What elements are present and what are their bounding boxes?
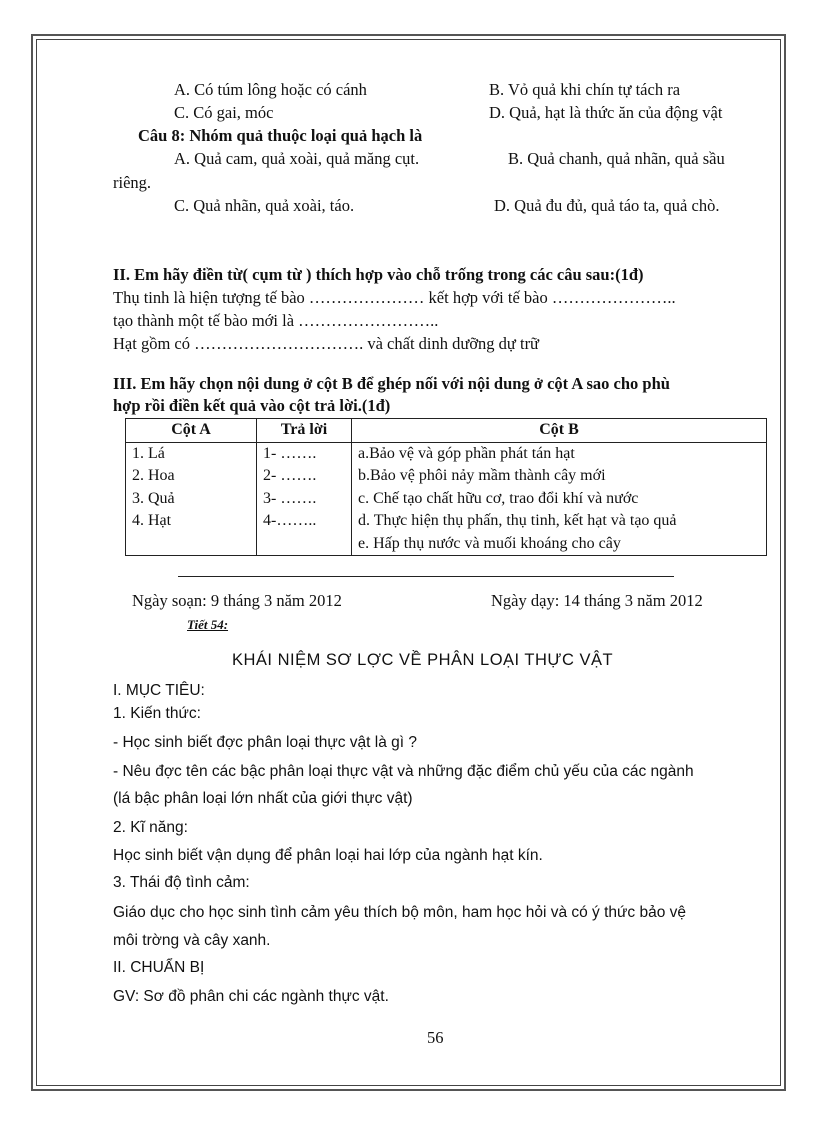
table-cell: 2- ……. bbox=[257, 465, 352, 488]
table-row bbox=[126, 510, 767, 533]
thai-do-line2: môi trờng và cây xanh. bbox=[113, 932, 271, 949]
table-cell: e. Hấp thụ nước và muối khoáng cho cây bbox=[358, 534, 621, 552]
ki-nang-line1: Học sinh biết vận dụng để phân loại hai lớp của ngành hạt kín. bbox=[113, 847, 543, 864]
col-b-header: Cột B bbox=[352, 419, 767, 443]
gv-line: GV: Sơ đồ phân chi các ngành thực vật. bbox=[113, 988, 389, 1005]
date-taught: Ngày dạy: 14 tháng 3 năm 2012 bbox=[491, 591, 703, 610]
table-cell: 3- ……. bbox=[257, 488, 352, 511]
col-answer-header: Trả lời bbox=[257, 419, 352, 443]
q7-option-b: B. Vỏ quả khi chín tự tách ra bbox=[489, 80, 681, 99]
table-cell: 1. Lá bbox=[126, 442, 257, 465]
section2-heading: II. Em hãy điền từ( cụm từ ) thích hợp vào chỗ trống trong các câu sau:(1đ) bbox=[113, 265, 644, 284]
q7-option-c: C. Có gai, móc bbox=[174, 103, 274, 122]
ki-nang-heading: 2. Kĩ năng: bbox=[113, 819, 188, 836]
col-a-header: Cột A bbox=[126, 419, 257, 443]
kien-thuc-heading: 1. Kiến thức: bbox=[113, 705, 201, 722]
table-cell bbox=[257, 533, 352, 556]
q8-option-c: C. Quả nhãn, quả xoài, táo. bbox=[174, 196, 355, 215]
table-cell bbox=[126, 533, 257, 556]
table-cell: 4. Hạt bbox=[126, 510, 257, 533]
section2-line2: tạo thành một tế bào mới là …………………….. bbox=[113, 311, 439, 330]
table-cell: a.Bảo vệ và góp phần phát tán hạt bbox=[358, 444, 575, 462]
thai-do-heading: 3. Thái độ tình cảm: bbox=[113, 874, 250, 891]
page-number: 56 bbox=[427, 1028, 444, 1047]
kien-thuc-line3: (lá bậc phân loại lớn nhất của giới thực vật) bbox=[113, 790, 413, 807]
q8-option-d: D. Quả đu đủ, quả táo ta, quả chò. bbox=[494, 196, 720, 215]
section3-heading-2: hợp rồi điền kết quả vào cột trả lời.(1đ) bbox=[113, 396, 391, 415]
table-cell: d. Thực hiện thụ phấn, thụ tinh, kết hạt và tạo quả bbox=[358, 512, 677, 529]
table-cell: b.Bảo vệ phôi nảy mầm thành cây mới bbox=[358, 467, 606, 484]
table-cell: 3. Quả bbox=[126, 488, 257, 511]
q8-question: Câu 8: Nhóm quả thuộc loại quả hạch là bbox=[138, 126, 423, 145]
q8-option-a: A. Quả cam, quả xoài, quả măng cụt. bbox=[174, 149, 420, 168]
table-row bbox=[126, 465, 767, 488]
table-cell: 1- ……. bbox=[257, 442, 352, 465]
date-prepared: Ngày soạn: 9 tháng 3 năm 2012 bbox=[132, 591, 342, 610]
section3-heading-1: III. Em hãy chọn nội dung ở cột B để ghép nối với nội dung ở cột A sao cho phù bbox=[113, 374, 670, 393]
table-row bbox=[126, 533, 767, 556]
lesson-title: KHÁI NIỆM SƠ LỢC VỀ PHÂN LOẠI THỰC VẬT bbox=[232, 651, 614, 669]
table-row bbox=[126, 442, 767, 465]
section2-line3: Hạt gồm có …………………………. và chất dinh dưỡng dự trữ bbox=[113, 334, 540, 353]
thai-do-line1: Giáo dục cho học sinh tình cảm yêu thích bộ môn, ham học hỏi và có ý thức bảo vệ bbox=[113, 904, 687, 921]
lesson-number: Tiết 54: bbox=[187, 617, 229, 632]
q8-option-b-wrap: riêng. bbox=[113, 173, 152, 192]
kien-thuc-line1: - Học sinh biết đợc phân loại thực vật là gì ? bbox=[113, 734, 418, 751]
muc-tieu-heading: I. MỤC TIÊU: bbox=[113, 682, 205, 699]
section-divider bbox=[178, 576, 674, 577]
matching-table bbox=[125, 418, 767, 556]
q7-option-a: A. Có túm lông hoặc có cánh bbox=[174, 80, 367, 99]
kien-thuc-line2: - Nêu đợc tên các bậc phân loại thực vật và những đặc điểm chủ yếu của các ngành bbox=[113, 763, 694, 780]
chuan-bi-heading: II. CHUẨN BỊ bbox=[113, 959, 205, 976]
q7-option-d: D. Quả, hạt là thức ăn của động vật bbox=[489, 103, 723, 122]
q8-option-b: B. Quả chanh, quả nhãn, quả sầu bbox=[508, 149, 725, 168]
section2-line1: Thụ tinh là hiện tượng tế bào ………………… kết hợp với tế bào ………………….. bbox=[113, 288, 676, 307]
table-row bbox=[126, 488, 767, 511]
table-cell: c. Chế tạo chất hữu cơ, trao đổi khí và nước bbox=[358, 489, 639, 507]
table-cell: 2. Hoa bbox=[126, 465, 257, 488]
table-cell: 4-…….. bbox=[257, 510, 352, 533]
table-header-row bbox=[126, 419, 767, 443]
